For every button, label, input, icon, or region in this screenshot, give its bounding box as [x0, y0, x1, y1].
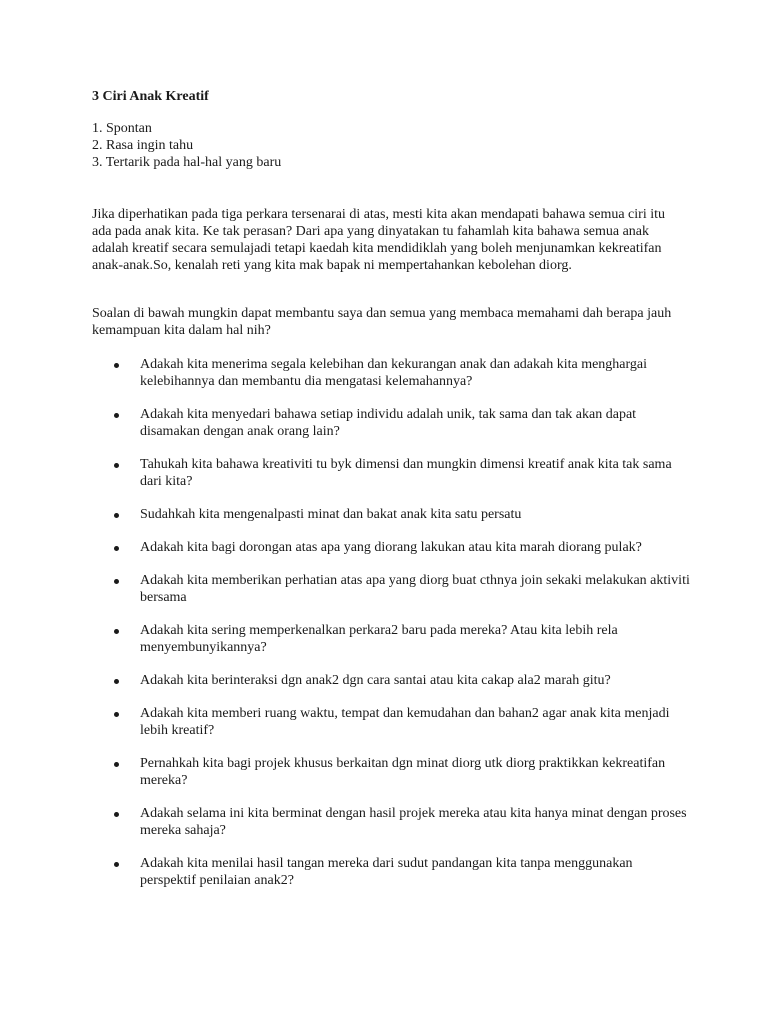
- question-item: [92, 622, 692, 656]
- question-text: Adakah kita menyedari bahawa setiap individu adalah unik, tak sama dan tak akan dapat disamakan dengan anak orang lain?: [140, 407, 637, 439]
- questions-list: [92, 356, 692, 905]
- bullet-icon: [114, 679, 119, 684]
- question-text: Sudahkah kita mengenalpasti minat dan bakat anak kita satu persatu: [140, 507, 522, 522]
- question-text: Adakah kita sering memperkenalkan perkara2 baru pada mereka? Atau kita lebih rela menyembunyikannya?: [140, 623, 618, 655]
- bullet-icon: [114, 546, 119, 551]
- bullet-icon: [114, 413, 119, 418]
- question-text: Adakah kita menilai hasil tangan mereka dari sudut pandangan kita tanpa menggunakan perspektif penilaian anak2?: [140, 856, 633, 888]
- bullet-icon: [114, 363, 119, 368]
- question-item: [92, 755, 692, 789]
- question-intro-paragraph: Soalan di bawah mungkin dapat membantu saya dan semua yang membaca memahami dah berapa jauh kemampuan kita dalam hal nih?: [92, 306, 672, 338]
- question-item: [92, 705, 692, 739]
- bullet-icon: [114, 762, 119, 767]
- bullet-icon: [114, 712, 119, 717]
- question-text: Adakah selama ini kita berminat dengan hasil projek mereka atau kita hanya minat dengan proses mereka sahaja?: [140, 806, 687, 838]
- traits-list: [92, 120, 281, 171]
- bullet-icon: [114, 862, 119, 867]
- question-item: [92, 572, 692, 606]
- question-item: [92, 672, 692, 689]
- trait-item: 1. Spontan: [92, 121, 152, 136]
- question-text: Adakah kita bagi dorongan atas apa yang diorang lakukan atau kita marah diorang pulak?: [140, 540, 642, 555]
- bullet-icon: [114, 812, 119, 817]
- question-item: [92, 805, 692, 839]
- trait-item: 2. Rasa ingin tahu: [92, 138, 194, 153]
- question-item: [92, 456, 692, 490]
- question-item: [92, 539, 692, 556]
- question-text: Tahukah kita bahawa kreativiti tu byk dimensi dan mungkin dimensi kreatif anak kita tak sama dari kita?: [140, 457, 672, 489]
- trait-item: 3. Tertarik pada hal-hal yang baru: [92, 155, 282, 170]
- question-item: [92, 855, 692, 889]
- question-text: Pernahkah kita bagi projek khusus berkaitan dgn minat diorg utk diorg praktikkan kekreatifan mereka?: [140, 756, 666, 788]
- question-item: [92, 406, 692, 440]
- bullet-icon: [114, 629, 119, 634]
- bullet-icon: [114, 579, 119, 584]
- bullet-icon: [114, 513, 119, 518]
- question-item: [92, 356, 692, 390]
- intro-paragraph: Jika diperhatikan pada tiga perkara tersenarai di atas, mesti kita akan mendapati bahawa semua ciri itu ada pada anak kita. Ke tak perasan? Dari apa yang dinyatakan tu fahamlah kita bahawa semua anak adalah kreatif secara semulajadi tetapi kaedah kita mendidiklah yang boleh menjunamkan kekreatifan anak-anak.So, kenalah reti yang kita mak bapak ni mempertahankan kebolehan diorg.: [92, 207, 665, 273]
- question-item: [92, 506, 692, 523]
- document-title: 3 Ciri Anak Kreatif: [92, 89, 209, 104]
- question-text: Adakah kita menerima segala kelebihan dan kekurangan anak dan adakah kita menghargai kelebihannya dan membantu dia mengatasi kelemahannya?: [140, 357, 648, 389]
- question-text: Adakah kita berinteraksi dgn anak2 dgn cara santai atau kita cakap ala2 marah gitu?: [140, 673, 611, 688]
- bullet-icon: [114, 463, 119, 468]
- question-text: Adakah kita memberi ruang waktu, tempat dan kemudahan dan bahan2 agar anak kita menjadi lebih kreatif?: [140, 706, 670, 738]
- question-text: Adakah kita memberikan perhatian atas apa yang diorg buat cthnya join sekaki melakukan aktiviti bersama: [140, 573, 690, 605]
